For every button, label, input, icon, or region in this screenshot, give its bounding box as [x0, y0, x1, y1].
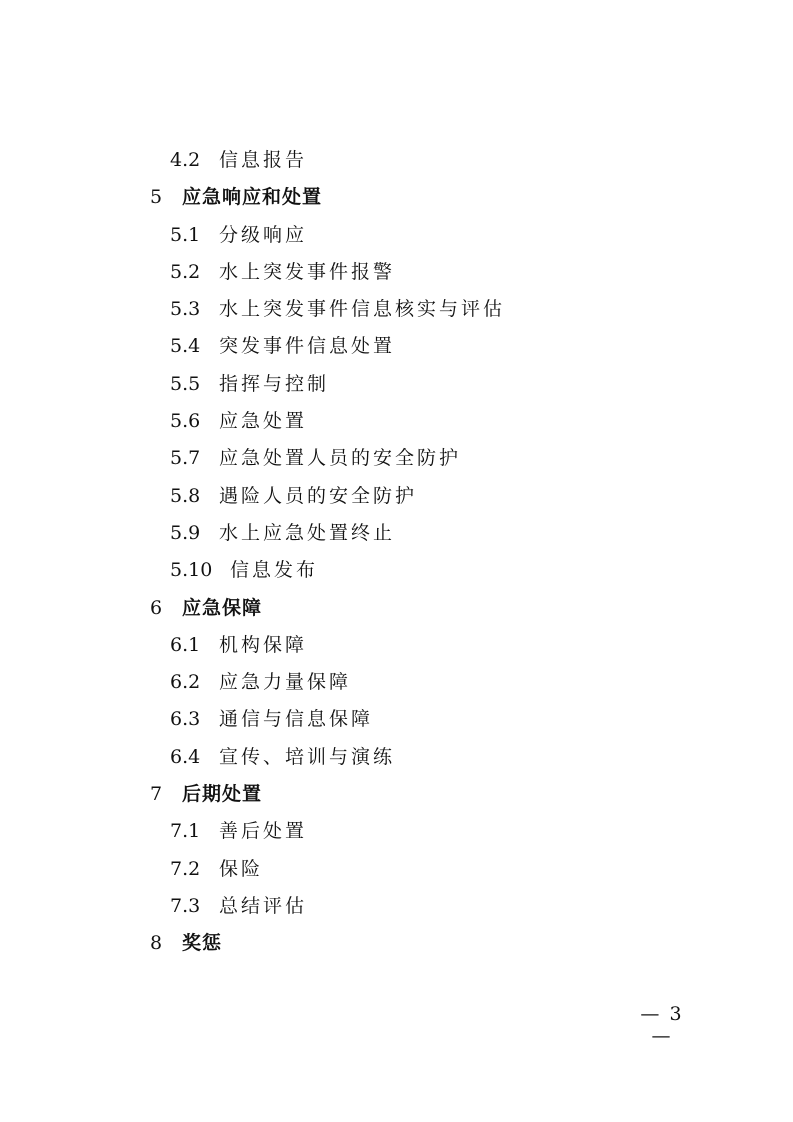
toc-entry-title: 水上应急处置终止 [219, 521, 396, 544]
toc-section-heading [0, 179, 793, 216]
toc-entry-number: 5.9 [170, 521, 201, 544]
toc-section-title: 后期处置 [182, 783, 263, 806]
toc-entry-title: 分级响应 [219, 223, 308, 246]
toc-entry-title: 水上突发事件报警 [219, 260, 396, 283]
toc-entry-number: 5.4 [170, 335, 201, 358]
toc-entry [0, 888, 793, 925]
toc-entry-title: 保险 [219, 857, 264, 880]
toc-entry [0, 813, 793, 850]
toc-entry-title: 突发事件信息处置 [219, 335, 396, 358]
toc-entry [0, 440, 793, 477]
toc-entry-title: 指挥与控制 [219, 372, 330, 395]
toc-entry-number: 5.8 [170, 484, 201, 507]
toc-entry [0, 217, 793, 254]
toc-entry-title: 总结评估 [219, 894, 308, 917]
toc-entry-number: 5.10 [170, 559, 213, 582]
toc-entry-number: 5.1 [170, 223, 201, 246]
toc-entry-number: 5.6 [170, 410, 201, 433]
toc-section-number: 7 [150, 783, 163, 806]
page-number: — 3 — [640, 1003, 684, 1047]
toc-section-title: 应急响应和处置 [182, 186, 323, 209]
toc-entry-number: 6.2 [170, 671, 201, 694]
toc-entry-title: 信息报告 [219, 149, 308, 171]
toc-entry-title: 宣传、培训与演练 [219, 745, 396, 768]
toc-entry-number: 5.3 [170, 298, 201, 321]
toc-entry-title: 善后处置 [219, 820, 308, 843]
toc-entry-number: 7.3 [170, 894, 201, 917]
toc-entry [0, 664, 793, 701]
toc-entry-number: 5.7 [170, 447, 201, 470]
toc-section-title: 奖惩 [182, 932, 223, 955]
toc-entry [0, 851, 793, 888]
toc-entry-number: 7.2 [170, 857, 201, 880]
toc-section-heading [0, 590, 793, 627]
toc-entry [0, 254, 793, 291]
toc-section-heading [0, 776, 793, 813]
toc-entry-title: 信息发布 [230, 559, 319, 582]
toc-entry [0, 142, 793, 179]
toc-entry-number: 4.2 [170, 149, 201, 171]
toc-entry-number: 6.1 [170, 633, 201, 656]
toc-entry-title: 通信与信息保障 [219, 708, 374, 731]
toc-entry [0, 552, 793, 589]
toc-entry [0, 515, 793, 552]
toc-section-number: 6 [150, 596, 163, 619]
toc-entry-title: 水上突发事件信息核实与评估 [219, 298, 506, 321]
toc-entry-number: 5.5 [170, 372, 201, 395]
toc-entry-number: 6.3 [170, 708, 201, 731]
toc-entry-number: 7.1 [170, 820, 201, 843]
toc-section-number: 5 [150, 186, 163, 209]
toc-section-number: 8 [150, 932, 163, 955]
toc-entry [0, 403, 793, 440]
toc-entry-number: 6.4 [170, 745, 201, 768]
toc-entry [0, 627, 793, 664]
toc-entry [0, 478, 793, 515]
toc-entry-title: 应急力量保障 [219, 671, 352, 694]
table-of-contents [0, 142, 793, 963]
toc-section-heading [0, 925, 793, 962]
toc-section-title: 应急保障 [182, 596, 263, 619]
toc-entry [0, 701, 793, 738]
toc-entry [0, 328, 793, 365]
toc-entry [0, 366, 793, 403]
toc-entry [0, 739, 793, 776]
toc-entry [0, 291, 793, 328]
toc-entry-title: 应急处置人员的安全防护 [219, 447, 462, 470]
toc-entry-number: 5.2 [170, 260, 201, 283]
toc-entry-title: 遇险人员的安全防护 [219, 484, 418, 507]
toc-entry-title: 应急处置 [219, 410, 308, 433]
toc-entry-title: 机构保障 [219, 633, 308, 656]
